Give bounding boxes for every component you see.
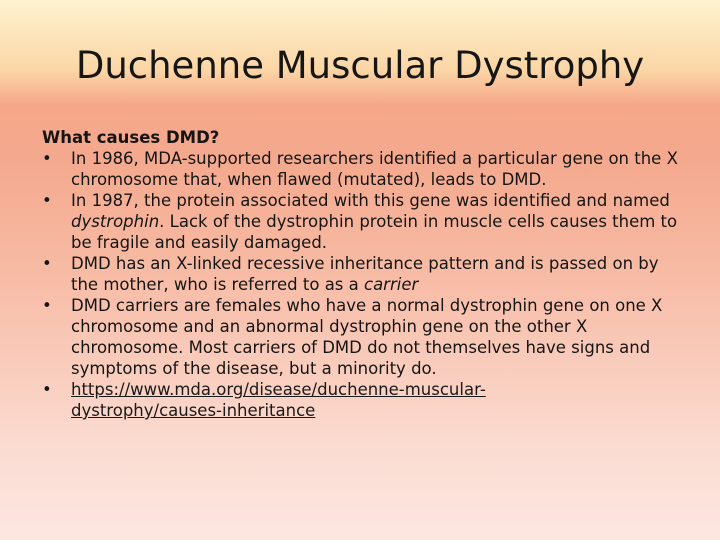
source-link[interactable]: https://www.mda.org/disease/duchenne-muscular- dystrophy/causes-inheritance: [71, 380, 486, 420]
bullet-list: [42, 148, 682, 421]
bullet-text: DMD carriers are females who have a normal dystrophin gene on one X chromosome and an abnormal dystrophin gene on the other X chromosome. Most carriers of DMD do not themselves have signs and symptoms of the disease, but a minority do.: [71, 296, 663, 378]
emphasis-carrier: carrier: [364, 275, 419, 294]
bullet-icon: •: [42, 380, 52, 399]
bullet-icon: •: [42, 254, 52, 273]
list-item: [42, 190, 682, 253]
bullet-text: In 1987, the protein associated with this gene was identified and named dystrophin. Lack of the dystrophin protein in muscle cells causes them to be fragile and easily damaged.: [71, 191, 678, 252]
bullet-text: DMD has an X-linked recessive inheritance pattern and is passed on by the mother, who is referred to as a carrier: [71, 254, 659, 294]
emphasis-dystrophin: dystrophin: [71, 212, 160, 231]
bullet-text: In 1986, MDA-supported researchers identified a particular gene on the X chromosome that, when flawed (mutated), leads to DMD.: [71, 149, 678, 189]
list-item: [42, 379, 682, 421]
list-item: [42, 253, 682, 295]
section-heading: What causes DMD?: [42, 128, 220, 147]
slide-title: Duchenne Muscular Dystrophy: [75, 44, 645, 87]
list-item: [42, 295, 682, 379]
slide-body: [42, 127, 682, 421]
bullet-icon: •: [42, 191, 52, 210]
bullet-icon: •: [42, 149, 52, 168]
bullet-icon: •: [42, 296, 52, 315]
list-item: [42, 148, 682, 190]
